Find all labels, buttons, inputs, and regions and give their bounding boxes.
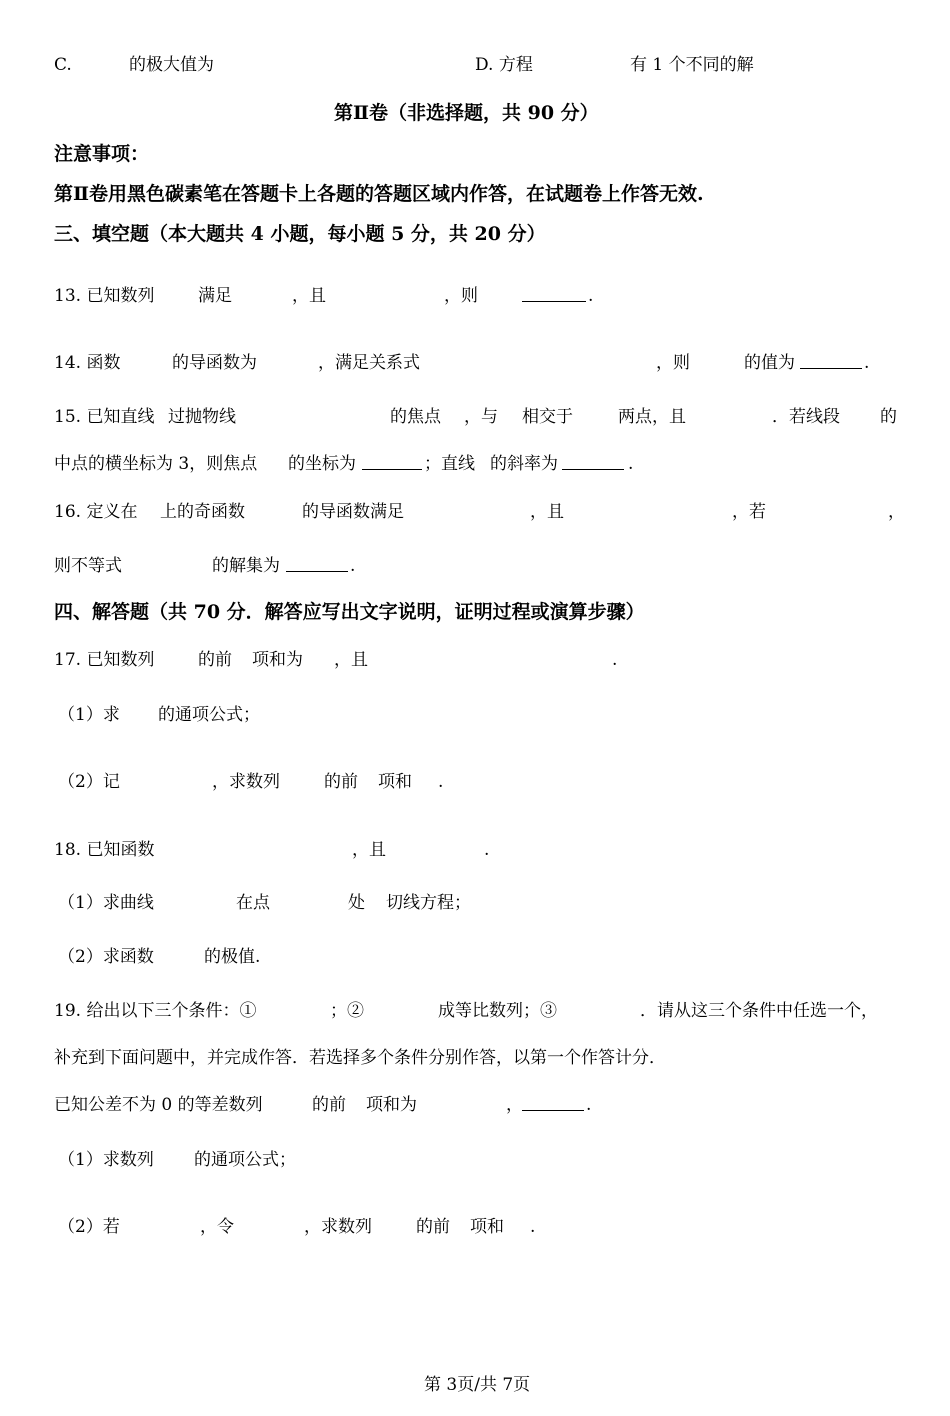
q19-part2-d: 的前 — [416, 1217, 450, 1237]
q16-answer-blank[interactable] — [286, 555, 348, 578]
q16-line2-a: 则不等式 — [54, 556, 122, 576]
option-d-text: 有 1 个不同的解 — [630, 55, 754, 75]
q17-part1-b: 的通项公式； — [158, 705, 260, 725]
q15-text-e: 相交于 — [522, 407, 573, 427]
q17-part2-d: 项和 — [378, 772, 412, 792]
q15-line2-a: 中点的横坐标为 3，则焦点 — [54, 454, 258, 474]
option-c-label: C. — [54, 55, 72, 75]
q15-text-g: ．若线段 — [772, 407, 840, 427]
q16-text-f: ， — [888, 502, 905, 522]
q13-text-d: ，则 — [444, 286, 478, 306]
q15-text-h: 的 — [880, 407, 897, 427]
q19-answer-blank[interactable] — [522, 1094, 584, 1117]
q17-text-d: ，且 — [334, 650, 368, 670]
q19-part2-b: ，令 — [200, 1217, 234, 1237]
q13-text-e: . — [588, 286, 594, 306]
q18-part1-d: 切线方程； — [386, 893, 471, 913]
q18-part1-c: 处 — [348, 893, 365, 913]
notice-text: 第Ⅱ卷用黑色碳素笔在答题卡上各题的答题区域内作答，在试题卷上作答无效. — [54, 183, 704, 205]
q19-text-c: 成等比数列；③ — [438, 1001, 557, 1021]
q16-line2-b: 的解集为 — [212, 556, 280, 576]
q18-part2-b: 的极值. — [204, 947, 261, 967]
fill-section-heading: 三、填空题（本大题共 4 小题，每小题 5 分，共 20 分） — [54, 223, 546, 245]
q19-part2-e: 项和 — [470, 1217, 504, 1237]
q13-text-b: 满足 — [198, 286, 232, 306]
q17-part2-a: （2）记 — [58, 772, 120, 792]
q19-text-a: 19. 给出以下三个条件：① — [54, 1001, 257, 1021]
q16-text-d: ，且 — [530, 502, 564, 522]
q17-text-e: . — [612, 650, 618, 670]
q15-text-d: ，与 — [464, 407, 498, 427]
q17-part1-a: （1）求 — [58, 705, 120, 725]
q14-text-a: 14. 函数 — [54, 353, 121, 373]
q15-text-f: 两点，且 — [618, 407, 686, 427]
q15-text-b: 过抛物线 — [168, 407, 236, 427]
q19-line3-d: ， — [506, 1095, 523, 1115]
page-number: 第 3页/共 7页 — [424, 1375, 531, 1395]
q15-line2-d: 的斜率为 — [490, 454, 558, 474]
q14-answer-blank[interactable] — [800, 352, 862, 375]
q14-text-f: . — [864, 353, 870, 373]
q18-text-a: 18. 已知函数 — [54, 840, 155, 860]
q17-part2-e: . — [438, 772, 444, 792]
q16-text-b: 上的奇函数 — [160, 502, 245, 522]
q17-part2-b: ，求数列 — [212, 772, 280, 792]
q13-text-a: 13. 已知数列 — [54, 286, 155, 306]
q19-part2-c: ，求数列 — [304, 1217, 372, 1237]
q15-line2-c: ；直线 — [424, 454, 475, 474]
q18-part1-b: 在点 — [236, 893, 270, 913]
q19-part2-a: （2）若 — [58, 1217, 120, 1237]
q19-line2: 补充到下面问题中，并完成作答．若选择多个条件分别作答，以第一个作答计分． — [54, 1048, 666, 1068]
q18-part2-a: （2）求函数 — [58, 947, 154, 967]
q19-text-d: ．请从这三个条件中任选一个， — [640, 1001, 878, 1021]
q15-answer-blank-1[interactable] — [362, 453, 422, 476]
q19-line3-a: 已知公差不为 0 的等差数列 — [54, 1095, 263, 1115]
q19-part1-a: （1）求数列 — [58, 1150, 154, 1170]
q19-line3-c: 项和为 — [366, 1095, 417, 1115]
q15-line2-b: 的坐标为 — [288, 454, 356, 474]
q16-text-e: ，若 — [732, 502, 766, 522]
q19-text-b: ；② — [330, 1001, 364, 1021]
q18-text-b: ，且 — [352, 840, 386, 860]
q17-part2-c: 的前 — [324, 772, 358, 792]
notice-heading: 注意事项： — [54, 143, 150, 165]
q16-text-a: 16. 定义在 — [54, 502, 138, 522]
q19-line3-e: . — [586, 1095, 592, 1115]
q17-text-c: 项和为 — [252, 650, 303, 670]
q13-answer-blank[interactable] — [522, 285, 586, 308]
q13-text-c: ，且 — [292, 286, 326, 306]
q19-part1-b: 的通项公式； — [194, 1150, 296, 1170]
section-title: 第Ⅱ卷（非选择题，共 90 分） — [334, 102, 599, 124]
q14-text-b: 的导函数为 — [172, 353, 257, 373]
q15-line2-e: . — [628, 454, 634, 474]
q15-answer-blank-2[interactable] — [562, 453, 624, 476]
q14-text-d: ，则 — [656, 353, 690, 373]
q16-text-c: 的导函数满足 — [302, 502, 404, 522]
q16-line2-c: . — [350, 556, 356, 576]
q15-text-c: 的焦点 — [390, 407, 441, 427]
q19-line3-b: 的前 — [312, 1095, 346, 1115]
q18-text-c: . — [484, 840, 490, 860]
q19-part2-f: . — [530, 1217, 536, 1237]
q18-part1-a: （1）求曲线 — [58, 893, 154, 913]
solve-section-heading: 四、解答题（共 70 分．解答应写出文字说明，证明过程或演算步骤） — [54, 601, 645, 623]
option-d-label: D. 方程 — [475, 55, 533, 75]
q15-text-a: 15. 已知直线 — [54, 407, 155, 427]
option-c-text: 的极大值为 — [129, 55, 214, 75]
q17-text-b: 的前 — [198, 650, 232, 670]
q17-text-a: 17. 已知数列 — [54, 650, 155, 670]
q14-text-c: ，满足关系式 — [318, 353, 420, 373]
q14-text-e: 的值为 — [744, 353, 795, 373]
